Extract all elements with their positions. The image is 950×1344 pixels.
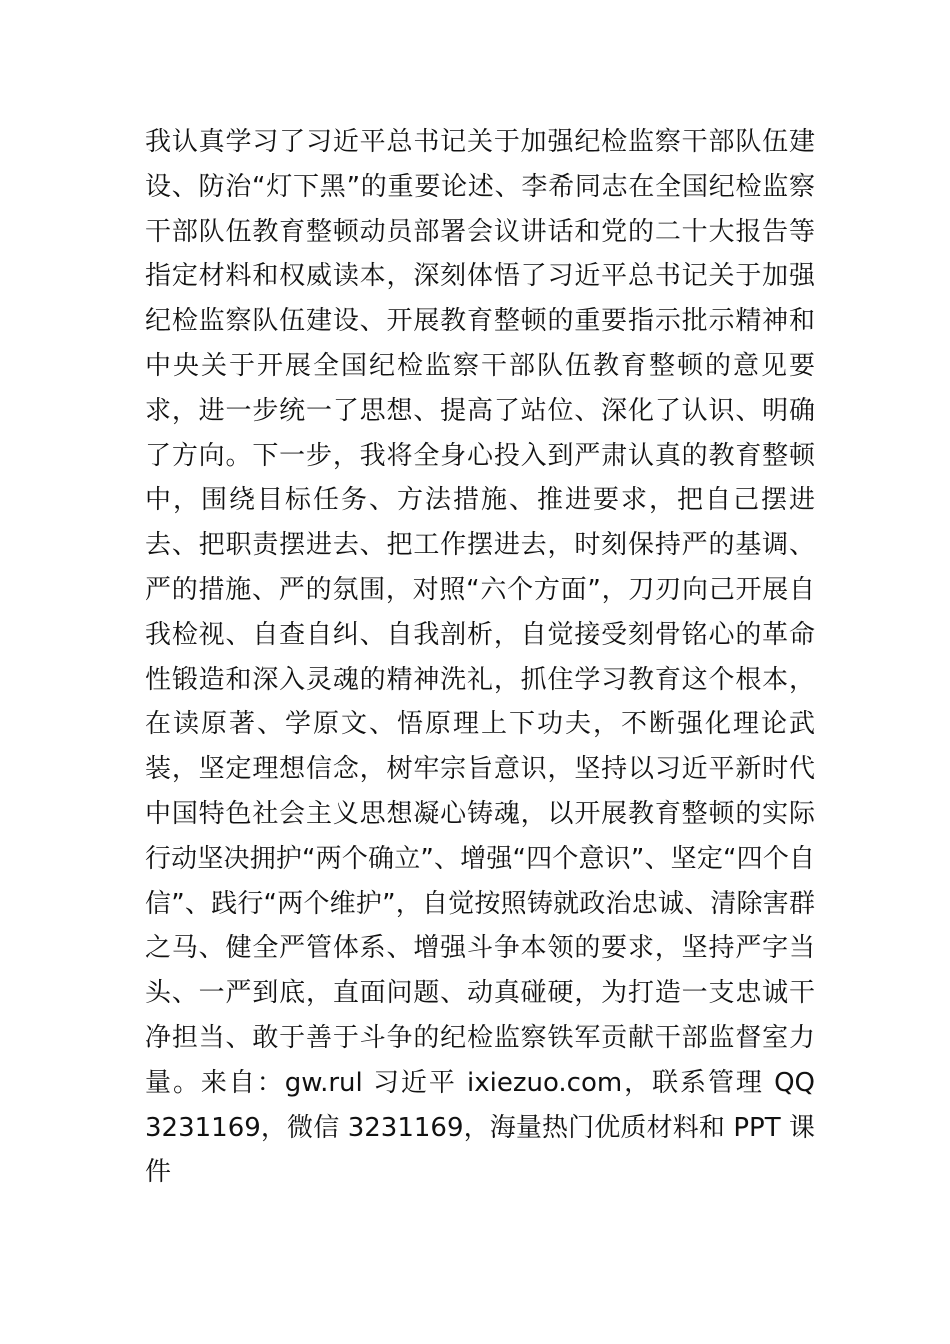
paragraph-line: 设、防治“灯下黑”的重要论述、李希同志在全国纪检监察 — [145, 171, 815, 202]
body-paragraph — [145, 120, 815, 1195]
paragraph-line: 在读原著、学原文、悟原理上下功夫，不断强化理论武 — [145, 709, 815, 740]
paragraph-line: 求，进一步统一了思想、提高了站位、深化了认识、明确 — [145, 395, 815, 426]
paragraph-line: 行动坚决拥护“两个确立”、增强“四个意识”、坚定“四个自 — [145, 843, 815, 874]
paragraph-line: 中央关于开展全国纪检监察干部队伍教育整顿的意见要 — [145, 350, 815, 381]
paragraph-line: 3231169，微信 3231169，海量热门优质材料和 PPT 课 — [145, 1112, 815, 1143]
paragraph-line-last: 件 — [145, 1157, 172, 1188]
paragraph-line: 去、把职责摆进去、把工作摆进去，时刻保持严的基调、 — [145, 530, 815, 561]
paragraph-line: 我检视、自查自纠、自我剖析，自觉接受刻骨铭心的革命 — [145, 619, 815, 650]
paragraph-line: 我认真学习了习近平总书记关于加强纪检监察干部队伍建 — [145, 127, 815, 157]
paragraph-line: 性锻造和深入灵魂的精神洗礼，抓住学习教育这个根本， — [145, 664, 815, 695]
paragraph-line: 了方向。下一步，我将全身心投入到严肃认真的教育整顿 — [145, 440, 815, 471]
paragraph-line: 中国特色社会主义思想凝心铸魂，以开展教育整顿的实际 — [145, 798, 815, 829]
paragraph-line: 指定材料和权威读本，深刻体悟了习近平总书记关于加强 — [145, 261, 815, 292]
paragraph-line: 之马、健全严管体系、增强斗争本领的要求，坚持严字当 — [145, 933, 815, 964]
paragraph-line: 纪检监察队伍建设、开展教育整顿的重要指示批示精神和 — [145, 306, 815, 337]
paragraph-line: 净担当、敢于善于斗争的纪检监察铁军贡献干部监督室力 — [145, 1022, 815, 1053]
paragraph-line: 信”、践行“两个维护”，自觉按照铸就政治忠诚、清除害群 — [145, 888, 815, 919]
paragraph-line: 装，坚定理想信念，树牢宗旨意识，坚持以习近平新时代 — [145, 754, 815, 785]
paragraph-line: 头、一严到底，直面问题、动真碰硬，为打造一支忠诚干 — [145, 978, 815, 1009]
paragraph-line: 量。来自：gw.rul 习近平 ixiezuo.com，联系管理 QQ — [145, 1067, 815, 1098]
paragraph-line: 中，围绕目标任务、方法措施、推进要求，把自己摆进 — [145, 485, 815, 516]
paragraph-line: 干部队伍教育整顿动员部署会议讲话和党的二十大报告等 — [145, 216, 815, 247]
paragraph-line: 严的措施、严的氛围，对照“六个方面”，刀刃向己开展自 — [145, 574, 815, 605]
